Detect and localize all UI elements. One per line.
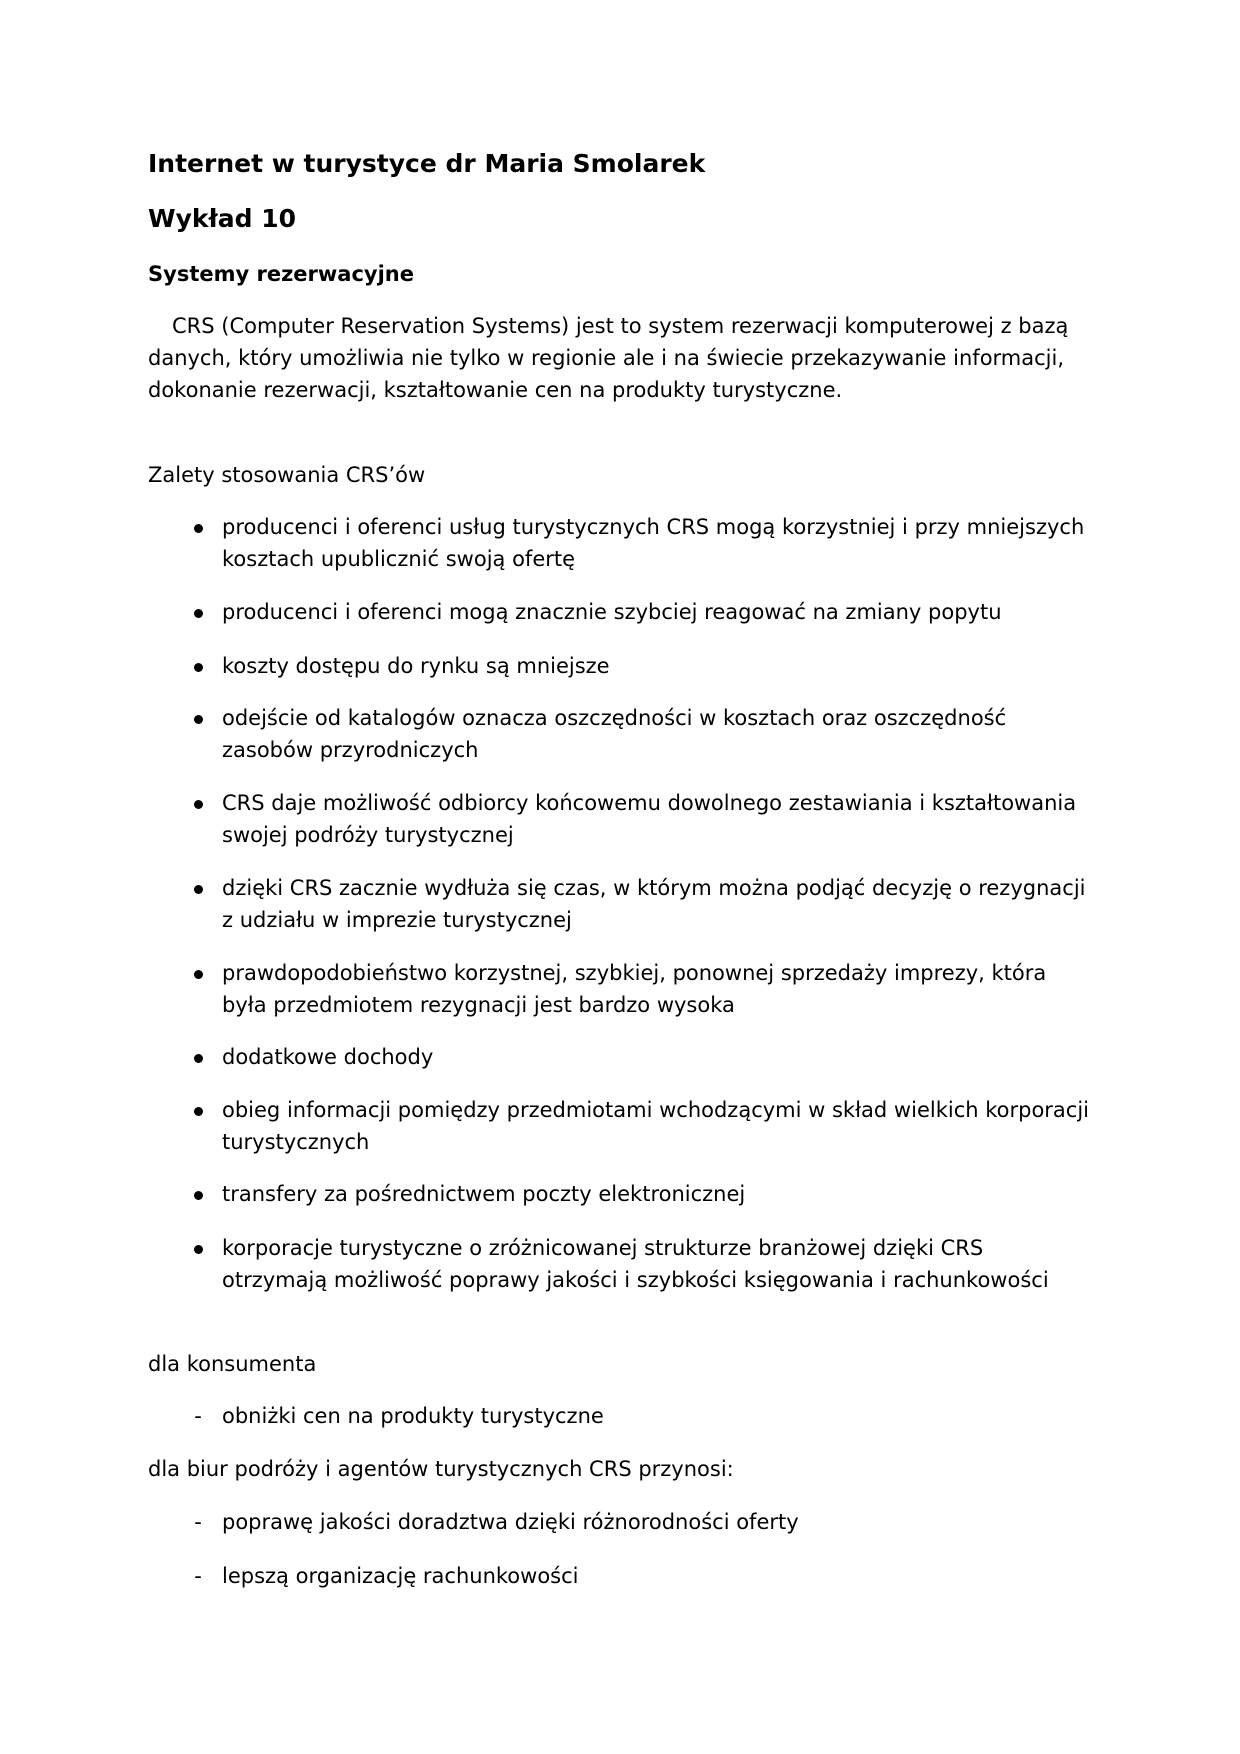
bullet-icon xyxy=(188,1178,208,1210)
list-item-text: poprawę jakości doradztwa dzięki różnorodności oferty xyxy=(222,1510,799,1534)
bullet-icon xyxy=(188,596,208,628)
consumer-heading: dla konsumenta xyxy=(148,1352,317,1376)
list-item xyxy=(222,650,1092,682)
list-item-text: odejście od katalogów oznacza oszczędności w kosztach oraz oszczędność zasobów przyrodniczych xyxy=(222,706,1007,762)
dash-marker: - xyxy=(194,1564,202,1588)
bullet-icon xyxy=(188,957,208,989)
list-item-text: korporacje turystyczne o zróżnicowanej strukturze branżowej dzięki CRS otrzymają możliwość poprawy jakości i szybkości księgowania i rachunkowości xyxy=(222,1236,1049,1292)
list-item-text: dodatkowe dochody xyxy=(222,1045,434,1069)
list-item-text: obieg informacji pomiędzy przedmiotami wchodzącymi w skład wielkich korporacji turystycznych xyxy=(222,1098,1090,1154)
list-item xyxy=(222,702,1092,766)
list-item xyxy=(222,1094,1092,1158)
list-item-text: dzięki CRS zacznie wydłuża się czas, w którym można podjąć decyzję o rezygnacji z udziału w imprezie turystycznej xyxy=(222,876,1086,932)
list-item xyxy=(222,596,1092,628)
list-item-text: prawdopodobieństwo korzystnej, szybkiej, ponownej sprzedaży imprezy, która była przedmiotem rezygnacji jest bardzo wysoka xyxy=(222,961,1047,1017)
section-heading: Systemy rezerwacyjne xyxy=(148,262,414,286)
bullet-icon xyxy=(188,702,208,734)
bullet-icon xyxy=(188,787,208,819)
bullet-icon xyxy=(188,872,208,904)
bullet-icon xyxy=(188,511,208,543)
list-item-text: koszty dostępu do rynku są mniejsze xyxy=(222,654,610,678)
dash-marker: - xyxy=(194,1510,202,1534)
bullet-icon xyxy=(188,1094,208,1126)
intro-paragraph: CRS (Computer Reservation Systems) jest to system rezerwacji komputerowej z bazą danych, który umożliwia nie tylko w regionie ale i na świecie przekazywanie informacji, dokonanie rezerwacji, kształtowanie cen na produkty turystyczne. xyxy=(148,314,1069,402)
bullet-icon xyxy=(188,1041,208,1073)
list-item xyxy=(222,511,1092,575)
list-item-text: obniżki cen na produkty turystyczne xyxy=(222,1404,604,1428)
document-title: Internet w turystyce dr Maria Smolarek xyxy=(148,149,706,178)
list-item xyxy=(194,1400,1092,1432)
list-item xyxy=(222,1232,1092,1296)
list-item-text: CRS daje możliwość odbiorcy końcowemu dowolnego zestawiania i kształtowania swojej podróży turystycznej xyxy=(222,791,1077,847)
list-item xyxy=(222,1041,1092,1073)
list-item-text: producenci i oferenci mogą znacznie szybciej reagować na zmiany popytu xyxy=(222,600,1002,624)
list-item xyxy=(222,787,1092,851)
agents-heading: dla biur podróży i agentów turystycznych CRS przynosi: xyxy=(148,1457,734,1481)
list-item-text: transfery za pośrednictwem poczty elektronicznej xyxy=(222,1182,746,1206)
bullet-icon xyxy=(188,650,208,682)
advantages-heading: Zalety stosowania CRS’ów xyxy=(148,463,426,487)
bullet-icon xyxy=(188,1232,208,1264)
list-item xyxy=(222,872,1092,936)
lecture-heading: Wykład 10 xyxy=(148,204,297,233)
list-item xyxy=(222,957,1092,1021)
list-item xyxy=(222,1178,1092,1210)
list-item-text: producenci i oferenci usług turystycznych CRS mogą korzystniej i przy mniejszych kosztach upublicznić swoją ofertę xyxy=(222,515,1085,571)
list-item-text: lepszą organizację rachunkowości xyxy=(222,1564,579,1588)
list-item xyxy=(194,1560,1092,1592)
dash-marker: - xyxy=(194,1404,202,1428)
list-item xyxy=(194,1506,1092,1538)
